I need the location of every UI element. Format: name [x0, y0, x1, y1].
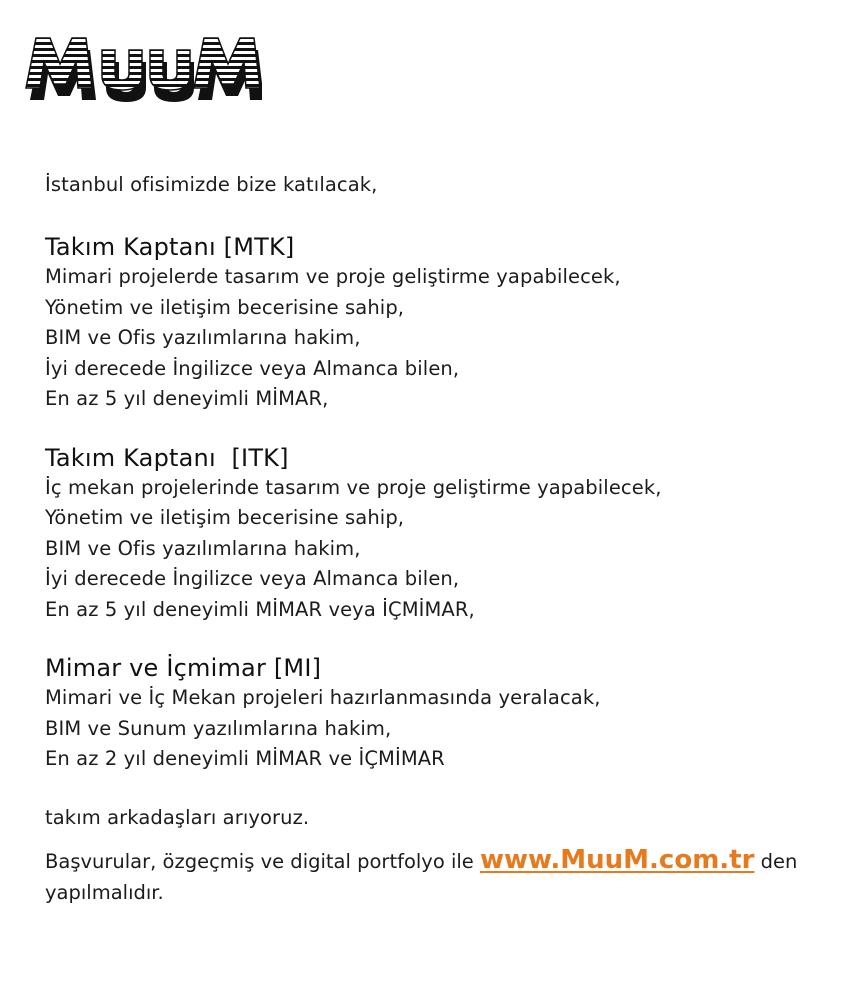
apply-prefix: Başvurular, özgeçmiş ve digital portfolyo ile	[45, 849, 480, 873]
requirement-line: İyi derecede İngilizce veya Almanca bilen,	[45, 356, 460, 380]
position-mi	[45, 653, 825, 775]
apply-suffix: den yapılmalıdır.	[45, 849, 798, 904]
requirement-line: En az 5 yıl deneyimli MİMAR veya İÇMİMAR,	[45, 597, 475, 621]
requirement-line: BIM ve Ofis yazılımlarına hakim,	[45, 326, 361, 349]
position-itk	[45, 443, 825, 626]
requirement-line: En az 5 yıl deneyimli MİMAR,	[45, 387, 329, 410]
closing-text: takım arkadaşları arıyoruz.	[45, 805, 310, 829]
requirement-line: Yönetim ve iletişim becerisine sahip,	[45, 506, 405, 529]
requirement-line: İyi derecede İngilizce veya Almanca bilen,	[45, 567, 460, 590]
apply-instructions	[45, 845, 835, 908]
requirement-line: Yönetim ve iletişim becerisine sahip,	[45, 295, 405, 319]
requirement-line: En az 2 yıl deneyimli MİMAR ve İÇMİMAR	[45, 747, 445, 770]
requirement-line: BIM ve Ofis yazılımlarına hakim,	[45, 536, 361, 560]
requirement-line: BIM ve Sunum yazılımlarına hakim,	[45, 716, 392, 740]
website-link[interactable]: www.MuuM.com.tr	[480, 844, 755, 875]
intro-text: İstanbul ofisimizde bize katılacak,	[45, 173, 378, 196]
requirement-line: Mimari ve İç Mekan projeleri hazırlanmasında yeralacak,	[45, 686, 601, 709]
position-title: Takım Kaptanı [ITK]	[45, 443, 289, 472]
muum-logo	[22, 30, 262, 110]
requirement-line: İç mekan projelerinde tasarım ve proje geliştirme yapabilecek,	[45, 475, 662, 499]
position-mtk	[45, 232, 825, 415]
position-title: Takım Kaptanı [MTK]	[45, 233, 295, 261]
posting-content	[45, 170, 825, 927]
requirement-line: Mimari projelerde tasarım ve proje geliştirme yapabilecek,	[45, 265, 621, 288]
position-title: Mimar ve İçmimar [MI]	[45, 654, 322, 682]
